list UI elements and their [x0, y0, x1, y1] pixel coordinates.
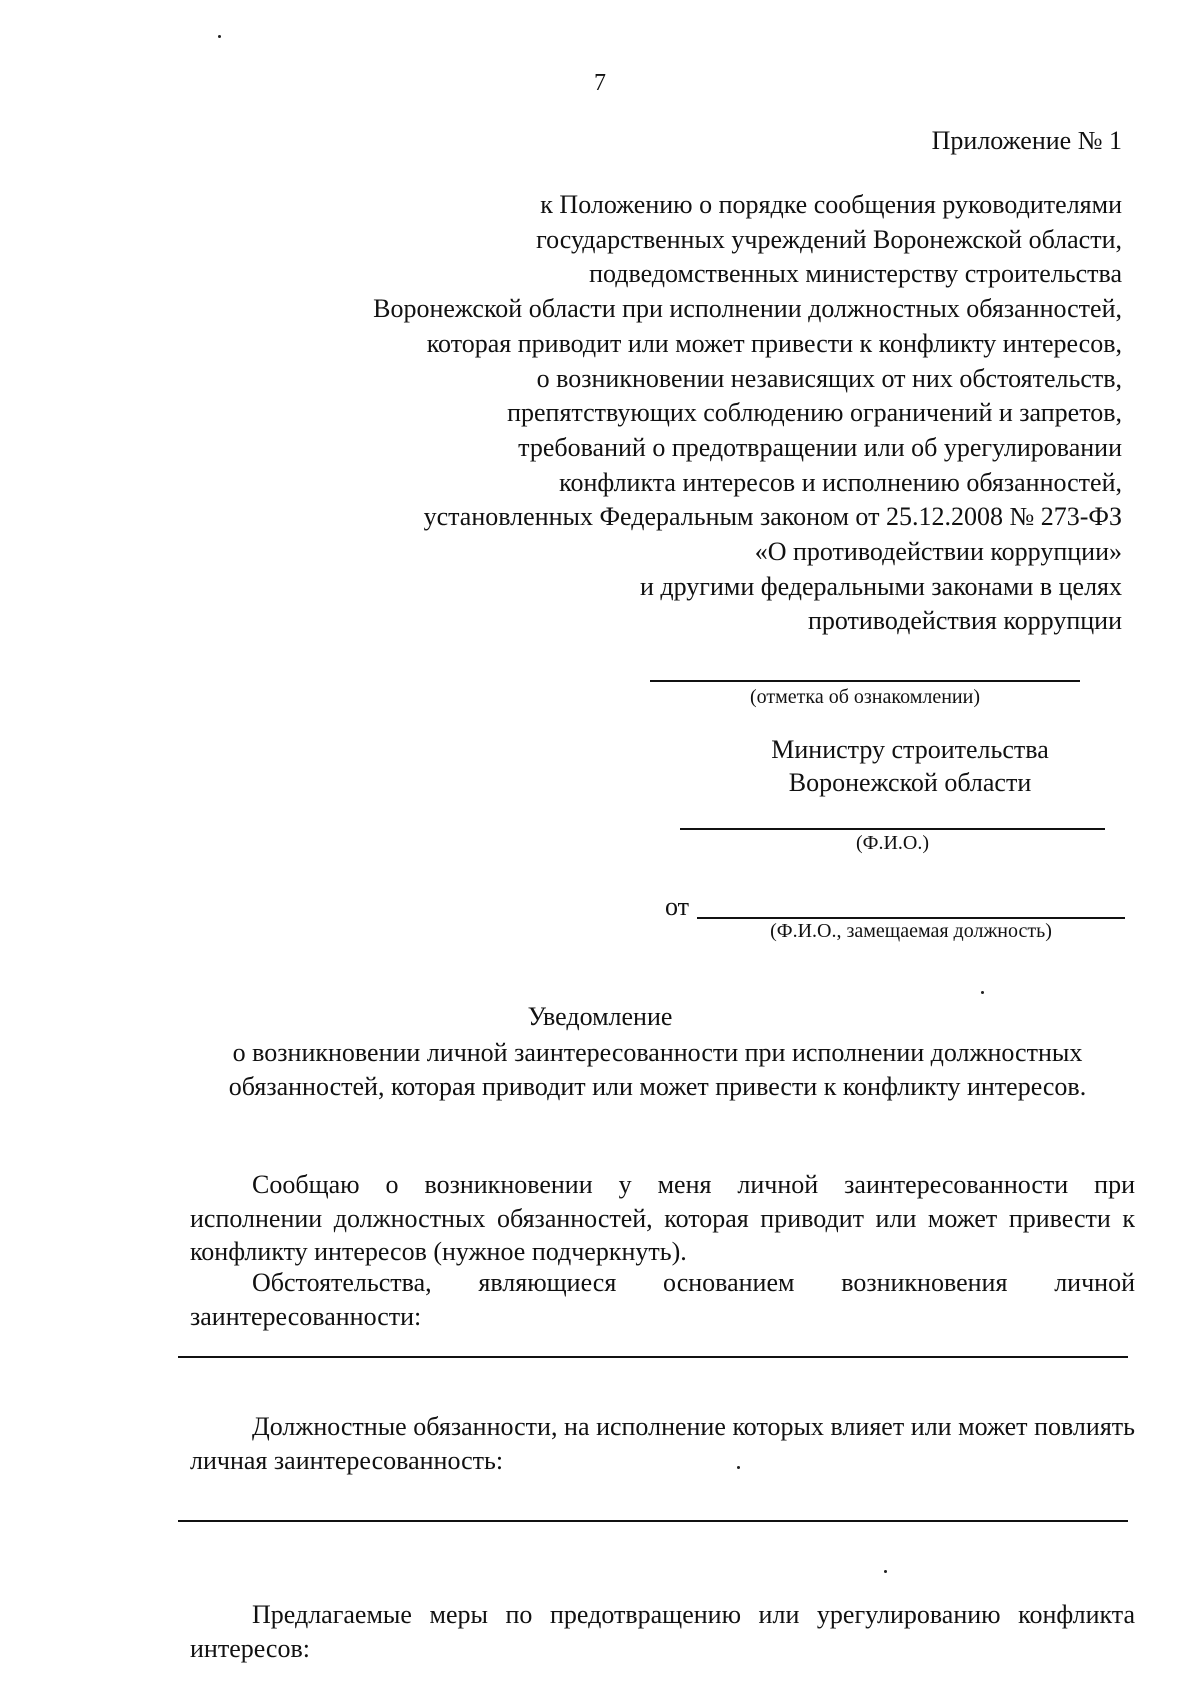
addressee-name-caption: (Ф.И.О.)	[855, 832, 929, 854]
paragraph-text: Должностные обязанности, на исполнение которых влияет или может повлиять личная заинтересованность:	[190, 1412, 1135, 1475]
preamble-line: «О противодействии коррупции»	[754, 537, 1122, 567]
notice-subtitle-line: о возникновении личной заинтересованности при исполнении должностных	[232, 1038, 1083, 1067]
body-paragraph-measures	[190, 1598, 1135, 1665]
page-number: 7	[594, 70, 606, 96]
scan-speck	[981, 991, 984, 994]
addressee-block	[690, 733, 1130, 799]
preamble-line: требований о предотвращении или об урегулировании	[518, 432, 1122, 462]
preamble-line: Воронежской области при исполнении должностных обязанностей,	[373, 294, 1122, 324]
notice-title: Уведомление	[527, 1002, 673, 1031]
appendix-title: Приложение № 1	[931, 126, 1122, 155]
sender-name-line	[697, 917, 1125, 919]
addressee-line: Министру строительства	[771, 735, 1049, 764]
familiarization-caption: (отметка об ознакомлении)	[750, 686, 980, 708]
preamble-line: и другими федеральными законами в целях	[639, 571, 1122, 601]
sender-caption: (Ф.И.О., замещаемая должность)	[770, 920, 1052, 942]
body-paragraph-report	[190, 1168, 1135, 1269]
body-paragraph-duties	[190, 1410, 1135, 1477]
scan-speck	[737, 1466, 740, 1469]
preamble-line: противодействия коррупции	[807, 606, 1122, 636]
preamble-line: государственных учреждений Воронежской области,	[536, 224, 1122, 254]
preamble-line: о возникновении независящих от них обстоятельств,	[536, 363, 1122, 393]
scan-speck	[884, 1570, 887, 1573]
circumstances-fill-line	[178, 1356, 1128, 1358]
appendix-preamble	[222, 188, 1122, 639]
preamble-line: к Положению о порядке сообщения руководителями	[540, 190, 1122, 219]
paragraph-text: Предлагаемые меры по предотвращению или урегулированию конфликта интересов:	[190, 1600, 1135, 1663]
scan-speck	[218, 35, 221, 38]
preamble-line: установленных Федеральным законом от 25.12.2008 № 273-ФЗ	[423, 502, 1122, 532]
duties-fill-line	[178, 1520, 1128, 1522]
notice-subtitle	[190, 1036, 1125, 1104]
familiarization-mark-line	[650, 680, 1080, 682]
notice-subtitle-line: обязанностей, которая приводит или может привести к конфликту интересов.	[228, 1072, 1087, 1101]
addressee-line: Воронежской области	[788, 768, 1032, 797]
paragraph-text: Сообщаю о возникновении у меня личной заинтересованности при исполнении должностных обязанностей, которая приводит или может привести к конфликту интересов (нужное подчеркнуть).	[190, 1170, 1135, 1266]
addressee-name-line	[680, 828, 1105, 830]
preamble-line: препятствующих соблюдению ограничений и запретов,	[507, 398, 1122, 428]
preamble-line: подведомственных министерству строительства	[589, 259, 1122, 289]
paragraph-text: Обстоятельства, являющиеся основанием возникновения личной заинтересованности:	[190, 1268, 1135, 1331]
from-label: от	[665, 892, 690, 921]
preamble-line: которая приводит или может привести к конфликту интересов,	[426, 328, 1122, 358]
body-paragraph-circumstances	[190, 1266, 1135, 1333]
preamble-line: конфликта интересов и исполнению обязанностей,	[559, 467, 1122, 497]
